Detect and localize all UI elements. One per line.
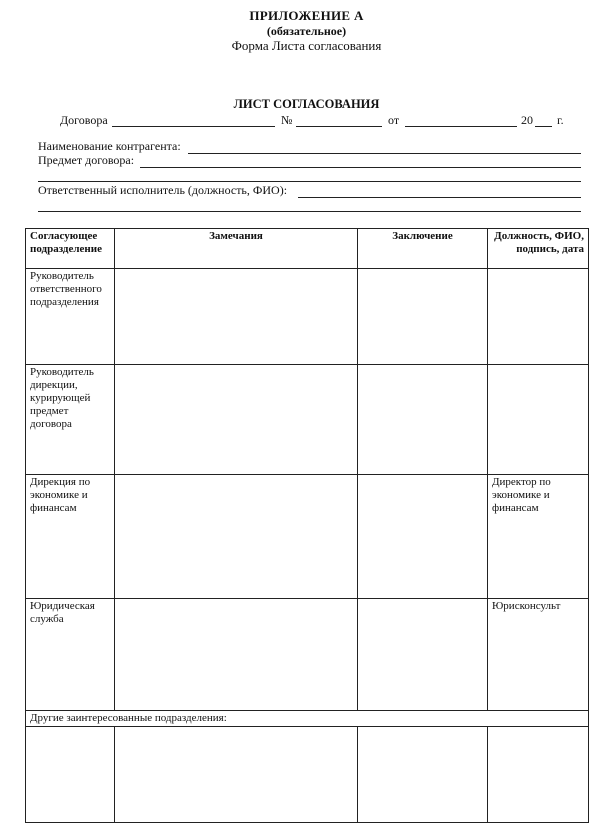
- row-signature[interactable]: [488, 269, 589, 365]
- row-remarks[interactable]: [115, 365, 358, 475]
- row-conclusion[interactable]: [358, 365, 488, 475]
- row-signature[interactable]: Юрисконсульт: [488, 599, 589, 711]
- row-signature[interactable]: [488, 365, 589, 475]
- row-remarks[interactable]: [115, 475, 358, 599]
- other-departments-row: [26, 711, 589, 727]
- executor-field-line-2[interactable]: [38, 211, 581, 212]
- other-departments-label: Другие заинтересованные подразделения:: [26, 711, 589, 727]
- executor-label: Ответственный исполнитель (должность, ФИО):: [38, 183, 288, 197]
- row-conclusion[interactable]: [358, 599, 488, 711]
- row-dept: Руководитель дирекции, курирующей предмет договора: [26, 365, 115, 475]
- executor-field[interactable]: [298, 197, 581, 198]
- subject-field-line-2[interactable]: [38, 181, 581, 182]
- date-blank[interactable]: [405, 126, 517, 127]
- row-dept: Юридическая служба: [26, 599, 115, 711]
- row-dept: Руководитель ответственного подразделения: [26, 269, 115, 365]
- sheet-title: ЛИСТ СОГЛАСОВАНИЯ: [233, 97, 380, 111]
- number-blank[interactable]: [296, 126, 382, 127]
- row-conclusion[interactable]: [358, 475, 488, 599]
- year-blank[interactable]: [535, 126, 552, 127]
- row-signature[interactable]: Директор по экономике и финансам: [488, 475, 589, 599]
- row-dept: Дирекция по экономике и финансам: [26, 475, 115, 599]
- header-dept: Согласующее подразделение: [26, 229, 115, 269]
- table-row: [26, 269, 589, 365]
- row-conclusion[interactable]: [358, 269, 488, 365]
- header-signature: Должность, ФИО, подпись, дата: [488, 229, 589, 269]
- row-remarks[interactable]: [115, 727, 358, 823]
- counterparty-label: Наименование контрагента:: [38, 139, 181, 153]
- subject-field[interactable]: [140, 167, 581, 168]
- table-row: [26, 727, 589, 823]
- contract-blank[interactable]: [112, 126, 275, 127]
- table-row: [26, 365, 589, 475]
- header-remarks: Замечания: [115, 229, 358, 269]
- year-prefix: 20: [521, 113, 533, 127]
- row-signature[interactable]: [488, 727, 589, 823]
- table-row: [26, 599, 589, 711]
- row-remarks[interactable]: [115, 269, 358, 365]
- subject-label: Предмет договора:: [38, 153, 135, 167]
- mandatory-note: (обязательное): [266, 24, 347, 38]
- number-label: №: [281, 113, 293, 127]
- year-suffix: г.: [557, 113, 564, 127]
- contract-label: Договора: [60, 113, 108, 127]
- counterparty-field[interactable]: [188, 153, 581, 154]
- row-dept[interactable]: [26, 727, 115, 823]
- appendix-heading: ПРИЛОЖЕНИЕ А: [249, 8, 364, 23]
- table-header-row: [26, 229, 589, 269]
- table-row: [26, 475, 589, 599]
- row-remarks[interactable]: [115, 599, 358, 711]
- approval-table: [25, 228, 589, 823]
- header-conclusion: Заключение: [358, 229, 488, 269]
- form-name: Форма Листа согласования: [231, 38, 382, 53]
- row-conclusion[interactable]: [358, 727, 488, 823]
- from-label: от: [388, 113, 400, 127]
